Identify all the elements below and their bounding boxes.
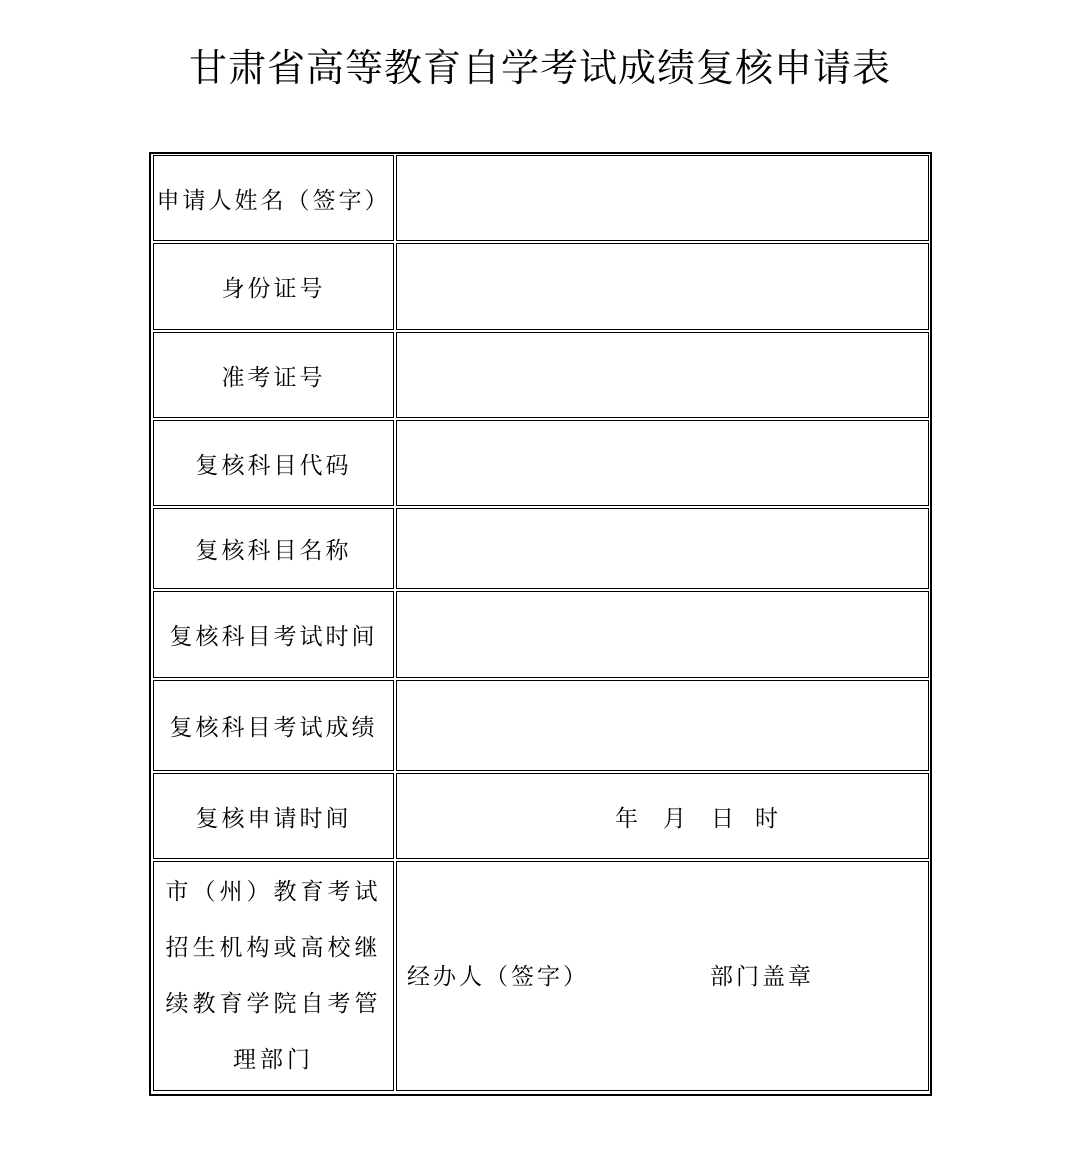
dept-label-line-1: 市（州）教育考试 [165, 879, 382, 905]
admission-ticket-label: 准考证号 [153, 332, 394, 418]
dept-label-line-4: 理部门 [233, 1047, 314, 1073]
year-unit: 年 [615, 806, 638, 832]
day-unit: 日 [711, 806, 734, 832]
application-time-label: 复核申请时间 [153, 773, 394, 859]
exam-score-field[interactable] [396, 680, 929, 771]
exam-score-label: 复核科目考试成绩 [153, 680, 394, 771]
subject-code-label: 复核科目代码 [153, 420, 394, 506]
subject-name-field[interactable] [396, 508, 929, 589]
handler-signature-label: 经办人（签字） [407, 964, 589, 990]
subject-name-label: 复核科目名称 [153, 508, 394, 589]
admission-ticket-field[interactable] [396, 332, 929, 418]
month-unit: 月 [663, 806, 686, 832]
application-date-units [615, 800, 778, 833]
hour-unit: 时 [755, 806, 778, 832]
dept-stamp-label: 部门盖章 [710, 964, 814, 990]
applicant-name-label: 申请人姓名（签字） [153, 155, 394, 241]
subject-code-field[interactable] [396, 420, 929, 506]
form-title: 甘肃省高等教育自学考试成绩复核申请表 [188, 46, 891, 90]
id-number-label: 身份证号 [153, 243, 394, 330]
exam-time-field[interactable] [396, 591, 929, 678]
dept-label [153, 861, 394, 1091]
dept-label-line-2: 招生机构或高校继 [165, 935, 382, 961]
dept-label-line-3: 续教育学院自考管 [165, 991, 382, 1017]
id-number-field[interactable] [396, 243, 929, 330]
applicant-name-field[interactable] [396, 155, 929, 241]
exam-time-label: 复核科目考试时间 [153, 591, 394, 678]
